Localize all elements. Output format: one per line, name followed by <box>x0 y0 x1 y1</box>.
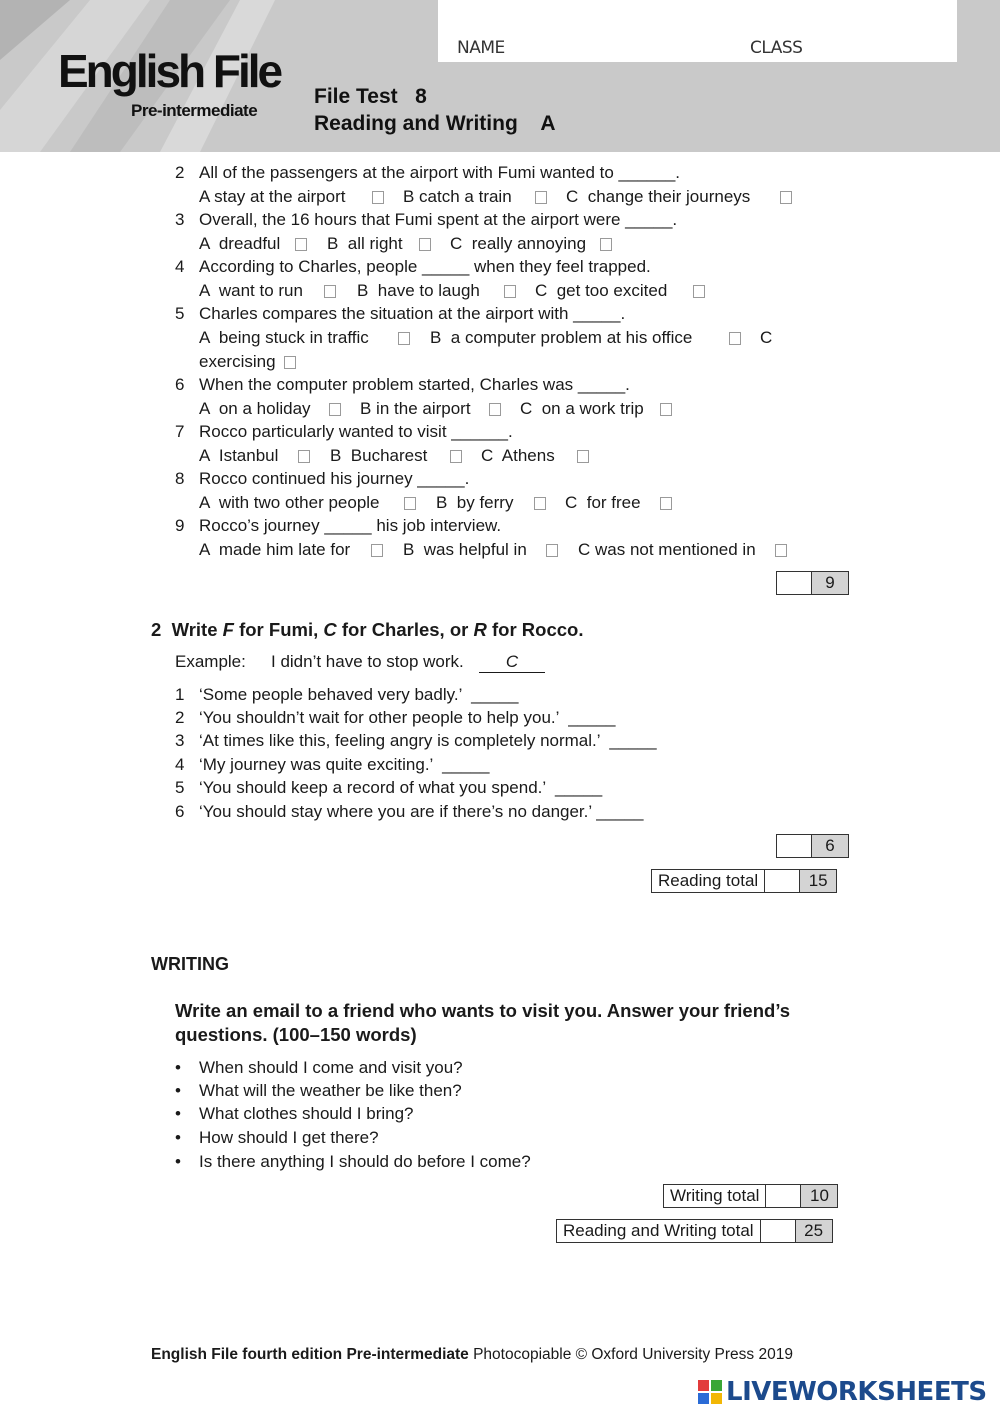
s2-item-number: 2 <box>175 708 185 727</box>
q7-checkbox-c[interactable] <box>577 450 589 463</box>
heading-part: for Charles, or <box>336 619 474 640</box>
q2-checkbox-c[interactable] <box>780 191 792 204</box>
q4-checkbox-b[interactable] <box>504 285 516 298</box>
rw-total-box <box>556 1219 833 1243</box>
q6-number: 6 <box>175 375 185 394</box>
q7-number: 7 <box>175 422 185 441</box>
q2-text: All of the passengers at the airport with Fumi wanted to ______. <box>199 163 680 182</box>
section2-score-box <box>776 834 849 858</box>
q8-option-a: A with two other people <box>199 493 380 512</box>
writing-bullet: When should I come and visit you? <box>199 1058 463 1077</box>
q8-text: Rocco continued his journey _____. <box>199 469 470 488</box>
section2-score-max: 6 <box>812 835 848 857</box>
q8-checkbox-b[interactable] <box>534 497 546 510</box>
q7-checkbox-b[interactable] <box>450 450 462 463</box>
section1-score-input[interactable] <box>777 572 812 594</box>
q9-option-b: B was helpful in <box>403 540 527 559</box>
bullet-dot: • <box>175 1104 181 1123</box>
section2-heading <box>151 620 583 640</box>
q2-number: 2 <box>175 163 185 182</box>
s2-item-number: 3 <box>175 731 185 750</box>
q8-option-c: C for free <box>565 493 641 512</box>
q8-number: 8 <box>175 469 185 488</box>
heading-c: C <box>323 619 337 640</box>
q3-text: Overall, the 16 hours that Fumi spent at the airport were _____. <box>199 210 678 229</box>
example-answer <box>479 652 545 673</box>
reading-total-box <box>651 869 837 893</box>
writing-total-label: Writing total <box>664 1185 766 1207</box>
name-label: NAME <box>457 38 505 58</box>
bullet-dot: • <box>175 1128 181 1147</box>
writing-total-box <box>663 1184 838 1208</box>
heading-r: R <box>473 619 487 640</box>
writing-bullet: How should I get there? <box>199 1128 379 1147</box>
writing-total-max: 10 <box>801 1185 837 1207</box>
writing-instruction-line1: Write an email to a friend who wants to visit you. Answer your friend’s <box>175 1000 791 1021</box>
q5-text: Charles compares the situation at the airport with _____. <box>199 304 626 323</box>
q9-checkbox-b[interactable] <box>546 544 558 557</box>
heading-part: Write <box>171 619 223 640</box>
bullet-dot: • <box>175 1058 181 1077</box>
q7-option-c: C Athens <box>481 446 555 465</box>
q3-checkbox-b[interactable] <box>419 238 431 251</box>
section1-score-max: 9 <box>812 572 848 594</box>
reading-total-label: Reading total <box>652 870 765 892</box>
q3-checkbox-a[interactable] <box>295 238 307 251</box>
q5-number: 5 <box>175 304 185 323</box>
s2-item-number: 4 <box>175 755 185 774</box>
s2-item-text[interactable]: ‘You should stay where you are if there’s no danger.’ _____ <box>199 802 644 821</box>
q3-number: 3 <box>175 210 185 229</box>
q5-checkbox-b[interactable] <box>729 332 741 345</box>
bullet-dot: • <box>175 1152 181 1171</box>
logo-subtitle: Pre-intermediate <box>131 101 258 120</box>
writing-heading: WRITING <box>151 954 229 974</box>
heading-part: for Rocco. <box>486 619 584 640</box>
q8-option-b: B by ferry <box>436 493 514 512</box>
q6-checkbox-b[interactable] <box>489 403 501 416</box>
reading-total-max: 15 <box>800 870 836 892</box>
q9-number: 9 <box>175 516 185 535</box>
q2-checkbox-b[interactable] <box>535 191 547 204</box>
q6-option-a: A on a holiday <box>199 399 311 418</box>
q4-number: 4 <box>175 257 185 276</box>
rw-total-label: Reading and Writing total <box>557 1220 761 1242</box>
q5-checkbox-a[interactable] <box>398 332 410 345</box>
q8-checkbox-c[interactable] <box>660 497 672 510</box>
rw-total-max: 25 <box>796 1220 832 1242</box>
reading-total-input[interactable] <box>765 870 800 892</box>
name-class-box <box>438 0 957 62</box>
q2-option-a: A stay at the airport <box>199 187 346 206</box>
writing-bullet: What clothes should I bring? <box>199 1104 414 1123</box>
writing-instruction-line2: questions. (100–150 words) <box>175 1024 417 1045</box>
q9-text: Rocco’s journey _____ his job interview. <box>199 516 502 535</box>
q3-option-c: C really annoying <box>450 234 587 253</box>
q2-option-b: B catch a train <box>403 187 512 206</box>
test-subtitle: Reading and Writing A <box>314 112 556 135</box>
q2-option-c: C change their journeys <box>566 187 751 206</box>
s2-item-number: 6 <box>175 802 185 821</box>
q4-option-b: B have to laugh <box>357 281 480 300</box>
s2-item-text[interactable]: ‘Some people behaved very badly.’ _____ <box>199 685 519 704</box>
logo-title: English File <box>58 45 281 97</box>
q7-text: Rocco particularly wanted to visit ______. <box>199 422 513 441</box>
example-label: Example: <box>175 652 246 671</box>
q4-text: According to Charles, people _____ when they feel trapped. <box>199 257 651 276</box>
q4-option-a: A want to run <box>199 281 303 300</box>
q7-option-a: A Istanbul <box>199 446 279 465</box>
section2-number: 2 <box>151 619 162 640</box>
q9-option-a: A made him late for <box>199 540 351 559</box>
page-header <box>0 0 1000 152</box>
q5-option-c: C <box>760 328 773 347</box>
q9-option-c: C was not mentioned in <box>578 540 756 559</box>
q5-option-c-text: exercising <box>199 352 276 371</box>
q6-text: When the computer problem started, Charles was _____. <box>199 375 630 394</box>
q6-checkbox-a[interactable] <box>329 403 341 416</box>
q4-option-c: C get too excited <box>535 281 668 300</box>
footer-bold: English File fourth edition Pre-intermediate <box>151 1346 469 1363</box>
s2-item-text[interactable]: ‘At times like this, feeling angry is completely normal.’ _____ <box>199 731 657 750</box>
example-answer-value: C <box>479 652 545 673</box>
q2-checkbox-a[interactable] <box>372 191 384 204</box>
heading-f: F <box>222 619 234 640</box>
s2-item-text[interactable]: ‘My journey was quite exciting.’ _____ <box>199 755 490 774</box>
example-text: I didn’t have to stop work. <box>271 652 464 671</box>
writing-total-input[interactable] <box>766 1185 801 1207</box>
class-label: CLASS <box>750 38 803 58</box>
q6-checkbox-c[interactable] <box>660 403 672 416</box>
s2-item-text[interactable]: ‘You shouldn’t wait for other people to help you.’ _____ <box>199 708 616 727</box>
rw-total-input[interactable] <box>761 1220 796 1242</box>
q7-checkbox-a[interactable] <box>298 450 310 463</box>
s2-item-number: 5 <box>175 778 185 797</box>
writing-bullet: What will the weather be like then? <box>199 1081 462 1100</box>
q9-checkbox-a[interactable] <box>371 544 383 557</box>
q6-option-c: C on a work trip <box>520 399 644 418</box>
footer <box>151 1346 793 1364</box>
s2-item-text[interactable]: ‘You should keep a record of what you spend.’ _____ <box>199 778 603 797</box>
q5-option-b: B a computer problem at his office <box>430 328 693 347</box>
liveworksheets-icon <box>698 1380 722 1404</box>
q3-option-b: B all right <box>327 234 403 253</box>
test-title: File Test 8 <box>314 85 427 108</box>
q4-checkbox-a[interactable] <box>324 285 336 298</box>
q5-checkbox-c[interactable] <box>284 356 296 369</box>
q7-option-b: B Bucharest <box>330 446 428 465</box>
section1-score-box <box>776 571 849 595</box>
q8-checkbox-a[interactable] <box>404 497 416 510</box>
heading-part: for Fumi, <box>233 619 324 640</box>
q3-checkbox-c[interactable] <box>600 238 612 251</box>
writing-bullet: Is there anything I should do before I come? <box>199 1152 531 1171</box>
q9-checkbox-c[interactable] <box>775 544 787 557</box>
bullet-dot: • <box>175 1081 181 1100</box>
liveworksheets-logo[interactable] <box>698 1377 987 1407</box>
q3-option-a: A dreadful <box>199 234 281 253</box>
liveworksheets-text: LIVEWORKSHEETS <box>726 1377 987 1407</box>
footer-rest: Photocopiable © Oxford University Press 2019 <box>468 1346 793 1363</box>
section2-score-input[interactable] <box>777 835 812 857</box>
s2-item-number: 1 <box>175 685 185 704</box>
q4-checkbox-c[interactable] <box>693 285 705 298</box>
q5-option-a: A being stuck in traffic <box>199 328 369 347</box>
q6-option-b: B in the airport <box>360 399 471 418</box>
